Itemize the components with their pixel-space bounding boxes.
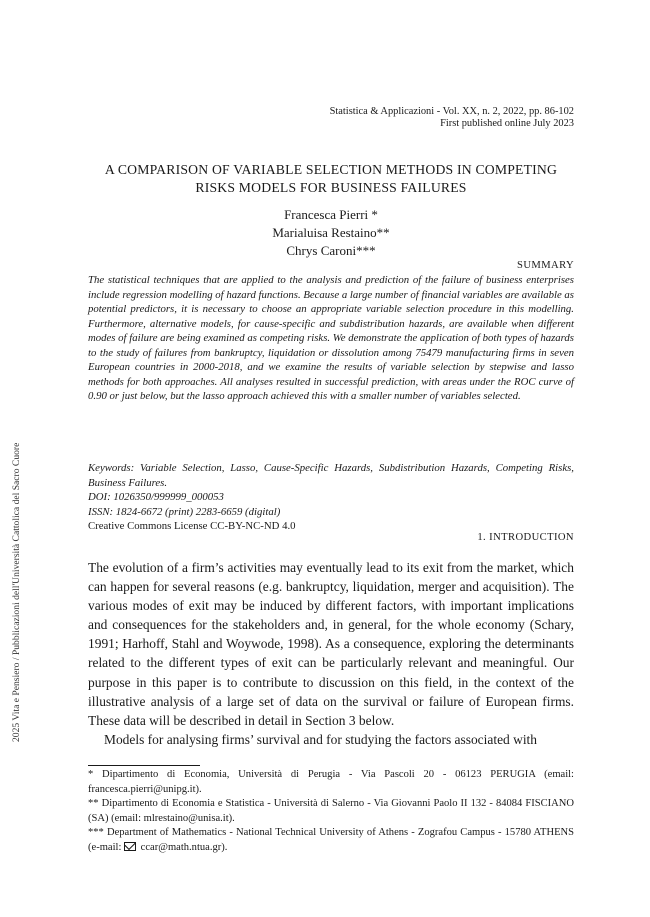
footnote-text: *** Department of Mathematics - National Technical University of Athens - Zografou Campus - 15780 ATHENS (e-mail:: [88, 827, 574, 853]
doi: DOI: 1026350/999999_000053: [88, 491, 224, 503]
title-line: A COMPARISON OF VARIABLE SELECTION METHODS IN COMPETING: [104, 162, 558, 177]
envelope-icon: [124, 842, 136, 851]
license: Creative Commons License CC-BY-NC-ND 4.0: [88, 520, 296, 532]
paper-title: [88, 161, 574, 197]
keywords: Keywords: Variable Selection, Lasso, Cause-Specific Hazards, Subdistribution Hazards, Competing Risks, Business Failures.: [88, 462, 574, 489]
author-name: Francesca Pierri *: [284, 207, 378, 222]
footnotes: [88, 768, 574, 855]
journal-header: [280, 106, 574, 129]
footnote: * Dipartimento di Economia, Università di Perugia - Via Pascoli 20 - 06123 PERUGIA (email: francesca.pierri@unipg.it).: [88, 769, 574, 795]
footnote: ** Dipartimento di Economia e Statistica - Università di Salerno - Via Giovanni Paolo II 132 - 84084 FISCIANO (SA) (email: mlrestaino@unisa.it).: [88, 798, 574, 824]
article-metadata: [88, 461, 574, 534]
body-paragraph: Models for analysing firms’ survival and for studying the factors associated with: [104, 731, 538, 747]
abstract-text: The statistical techniques that are applied to the analysis and prediction of the failure of business enterprises include regression modelling of hazard functions. Because a large number of financial variables are available as potential predictors, it is necessary to choose an appropriate variable selection procedure in this modelling. Furthermore, alternative models, for cause-specific and subdistribution hazards, are available when different modes of failure are being examined as competing risks. We demonstrate the application of both types of hazards to the study of failures from bankruptcy, liquidation or dissolution among 75479 manufacturing firms in seven European countries in 2000-2018, and we examine the results of variable selection by stepwise and lasso methods for both approaches. All analyses resulted in successful prediction, with areas under the ROC curve of 0.90 or just below, but the lasso approach achieved this with a smaller number of variables selected.: [88, 274, 574, 402]
title-line: RISKS MODELS FOR BUSINESS FAILURES: [195, 180, 467, 195]
body-paragraph: The evolution of a firm’s activities may eventually lead to its exit from the market, which can happen for several reasons (e.g. bankruptcy, liquidation, merger and acquisition). The various modes of exit may be induced by different factors, with important implications and consequences for the stakeholders and, in general, for the whole economy (Schary, 1991; Harhoff, Stahl and Woywode, 1998). As a consequence, exploring the determinants related to the different types of exit can be particularly relevant and meaningful. Our purpose in this paper is to contribute to discussion on this field, in the context of the illustrative analysis of a large set of data on the survival or failure of European firms. These data will be described in detail in Section 3 below.: [88, 560, 574, 728]
footnote: [88, 826, 574, 855]
author-list: [88, 206, 574, 260]
section-heading: 1. INTRODUCTION: [477, 532, 574, 543]
summary-heading: SUMMARY: [517, 260, 574, 271]
journal-citation: Statistica & Applicazioni - Vol. XX, n. 2, 2022, pp. 86-102: [329, 106, 574, 117]
issn: ISSN: 1824-6672 (print) 2283-6659 (digital): [88, 505, 281, 518]
footnote-email: ccar@math.ntua.gr).: [140, 841, 228, 853]
author-name: Chrys Caroni***: [286, 243, 376, 258]
footnote-divider: [88, 765, 200, 766]
author-name: Marialuisa Restaino**: [272, 225, 390, 240]
body-text: [88, 558, 574, 749]
publication-date: First published online July 2023: [440, 117, 574, 129]
side-copyright-note: 2025 Vita e Pensiero / Pubblicazioni dell'Università Cattolica del Sacro Cuore: [11, 442, 22, 742]
